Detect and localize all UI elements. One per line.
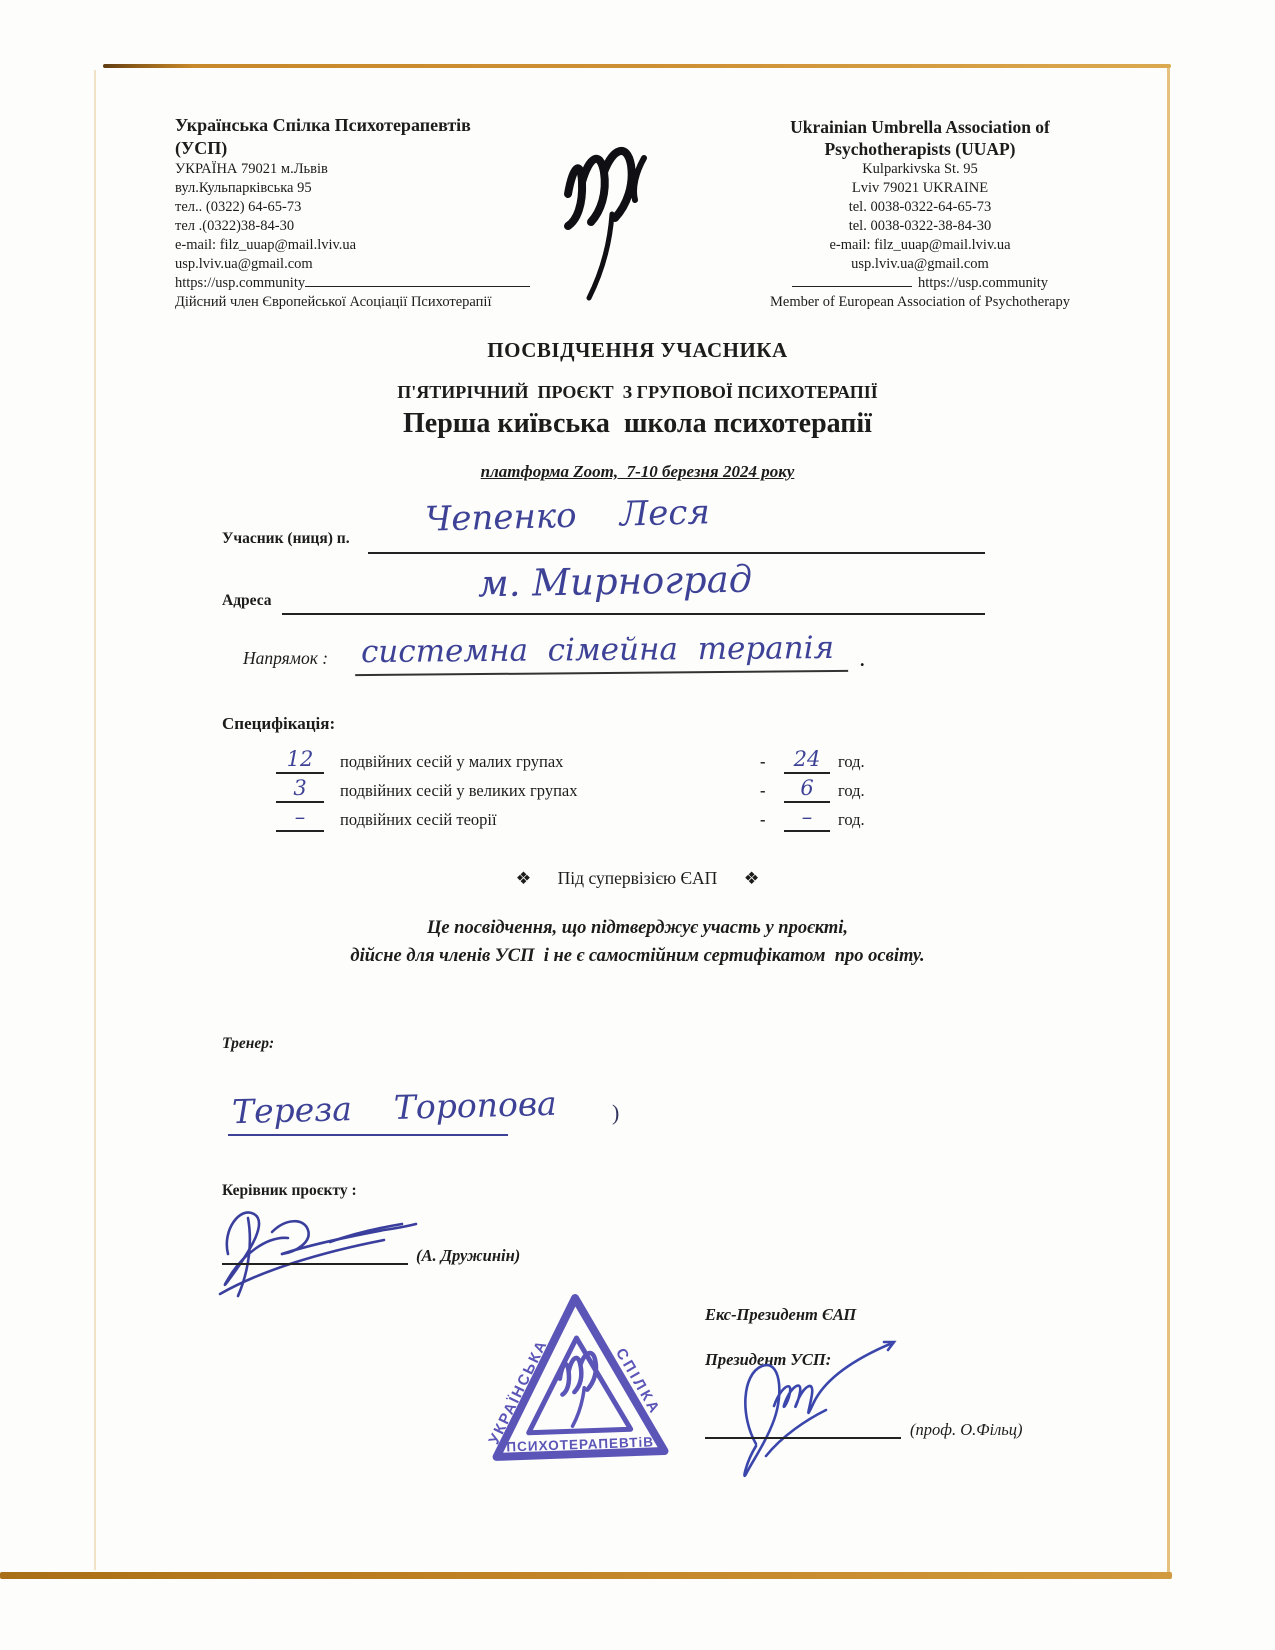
trainer-signature-handwriting: Тереза Торопова: [231, 1083, 558, 1132]
org-ua-member-line: Дійсний член Європейської Асоціації Психотерапії: [175, 294, 492, 310]
header-left-org-block: [175, 114, 595, 312]
president-name: (проф. О.Фільц): [910, 1420, 1023, 1439]
spec-row-large-groups: [0, 776, 1275, 809]
project-title: П'ЯТИРІЧНИЙ ПРОЄКТ З ГРУПОВОЇ ПСИХОТЕРАПІЇ: [397, 382, 878, 402]
org-en-site-line: [715, 274, 1125, 293]
header-right-org-block: [715, 116, 1125, 312]
project-lead-signature-scribble: [212, 1196, 442, 1311]
org-ua-gmail-line: usp.lviv.ua@gmail.com: [175, 256, 313, 272]
blank-line: [305, 274, 530, 287]
gold-border-top: [103, 64, 1171, 68]
statement-line1: Це посвідчення, що підтверджує участь у проєкті,: [426, 918, 849, 938]
spec-hours-handwriting: 6: [784, 775, 830, 803]
org-ua-email-line: e-mail: filz_uuap@mail.lviv.ua: [175, 237, 357, 253]
org-name-ua-line2: (УСП): [175, 138, 228, 158]
participant-name-handwriting: Чепенко Леся: [424, 492, 711, 540]
org-en-street-line: Kulparkivska St. 95: [862, 161, 978, 177]
org-en-member-line: Member of European Association of Psychotherapy: [770, 294, 1070, 310]
ex-president-label: Екс-Президент ЄАП: [705, 1305, 857, 1324]
trainer-label: Тренер:: [222, 1035, 275, 1052]
school-title: Перша київська школа психотерапії: [403, 408, 872, 439]
supervision-line: [0, 868, 1275, 889]
org-en-site-url: https://usp.community: [917, 275, 1049, 291]
org-ua-address-line: УКРАЇНА 79021 м.Львів: [175, 161, 328, 177]
gold-border-bottom: [0, 1572, 1172, 1579]
spec-count-handwriting: –: [276, 804, 324, 832]
spec-dash: -: [760, 781, 766, 800]
org-ua-site-url: https://usp.community: [175, 275, 306, 291]
usp-triangle-stamp-icon: [475, 1279, 682, 1486]
project-lead-name: (А. Дружинін): [416, 1246, 521, 1265]
spec-count-handwriting: 3: [276, 775, 324, 803]
diamond-ornament-icon: ❖: [743, 868, 760, 888]
stamp-left-text: УКРАЇНСЬКА: [485, 1336, 552, 1448]
blank-line: [792, 274, 912, 287]
event-platform-date: платформа Zoom, 7-10 березня 2024 року: [480, 462, 795, 481]
diamond-ornament-icon: ❖: [515, 868, 532, 888]
statement-line2: дійсне для членів УСП і не є самостійним сертифікатом про освіту.: [350, 946, 925, 966]
spec-row-text: подвійних сесій у великих групах: [340, 781, 578, 800]
org-ua-phone2-line: тел .(0322)38-84-30: [175, 218, 295, 234]
direction-value-handwriting: системна сімейна терапія: [355, 630, 848, 676]
org-en-email-line: e-mail: filz_uuap@mail.lviv.ua: [829, 237, 1011, 253]
usp-logo-icon: [540, 132, 680, 307]
spec-dash: -: [760, 810, 766, 829]
spec-unit: год.: [838, 810, 865, 829]
stamp-right-text: СПІЛКА: [612, 1345, 664, 1419]
spec-unit: год.: [838, 752, 865, 771]
spec-dash: -: [760, 752, 766, 771]
org-en-city-line: Lviv 79021 UKRAINE: [851, 180, 989, 196]
trainer-paren: ): [612, 1100, 620, 1125]
spec-row-theory: [0, 805, 1275, 838]
president-label: Президент УСП:: [705, 1350, 832, 1369]
org-en-gmail-line: usp.lviv.ua@gmail.com: [851, 256, 989, 272]
spec-row-text: подвійних сесій теорії: [340, 810, 497, 829]
direction-period: .: [860, 650, 865, 670]
org-ua-phone1-line: тел.. (0322) 64-65-73: [175, 199, 302, 215]
org-en-phone2-line: tel. 0038-0322-38-84-30: [848, 218, 992, 234]
certificate-title: ПОСВІДЧЕННЯ УЧАСНИКА: [487, 338, 788, 362]
org-name-en-line1: Ukrainian Umbrella Association of: [790, 117, 1050, 137]
org-ua-site-line: [175, 274, 595, 293]
org-en-phone1-line: tel. 0038-0322-64-65-73: [848, 199, 992, 215]
president-signature-scribble: [722, 1336, 922, 1486]
org-name-ua-line1: Українська Спілка Психотерапевтів: [175, 115, 471, 135]
project-lead-label: Керівник проєкту :: [222, 1182, 357, 1199]
stamp-bottom-text: ПСИХОТЕРАПЕВТіВ: [506, 1434, 655, 1455]
org-ua-street-line: вул.Кульпарківська 95: [175, 180, 312, 196]
spec-count-handwriting: 12: [276, 746, 324, 774]
project-lead-line: [222, 1263, 408, 1265]
spec-hours-handwriting: –: [784, 804, 830, 832]
supervision-text: Під супервізією ЄАП: [557, 868, 718, 888]
address-label: Адреса: [222, 592, 272, 609]
direction-label: Напрямок :: [243, 648, 329, 668]
spec-row-text: подвійних сесій у малих групах: [340, 752, 564, 771]
spec-hours-handwriting: 24: [784, 746, 830, 774]
participant-line: [368, 552, 985, 554]
specification-label: Специфікація:: [222, 714, 336, 733]
org-name-en-line2: Psychotherapists (UUAP): [824, 139, 1016, 159]
president-line: [705, 1437, 901, 1439]
spec-row-small-groups: [0, 747, 1275, 780]
address-value-handwriting: м. Мирноград: [477, 557, 753, 606]
trainer-signature-underline: [228, 1134, 508, 1136]
address-line: [282, 613, 985, 615]
spec-unit: год.: [838, 781, 865, 800]
participant-label: Учасник (ниця) п.: [222, 530, 350, 547]
